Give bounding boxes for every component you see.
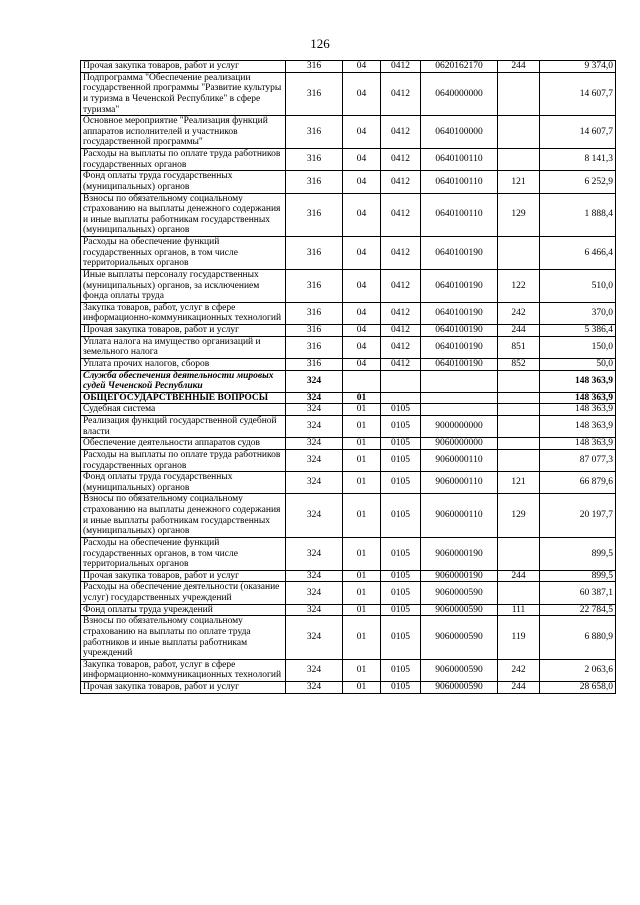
- cell-amount: 2 063,6: [540, 659, 616, 681]
- cell-subsection: 0105: [381, 404, 421, 416]
- cell-section: 04: [343, 302, 381, 324]
- cell-expense-type: 121: [498, 171, 540, 193]
- table-row: [81, 616, 616, 660]
- cell-expense-type: 111: [498, 604, 540, 616]
- table-row: [81, 392, 616, 404]
- cell-amount: 9 374,0: [540, 61, 616, 73]
- cell-ministry-code: 324: [286, 494, 343, 538]
- cell-section: 01: [343, 472, 381, 494]
- table-row: [81, 494, 616, 538]
- table-row: [81, 171, 616, 193]
- cell-expense-type: 122: [498, 269, 540, 302]
- cell-expense-type: [498, 449, 540, 471]
- cell-target-article: 0640100190: [421, 237, 498, 270]
- cell-expense-type: 242: [498, 302, 540, 324]
- table-row: [81, 537, 616, 570]
- cell-target-article: 9060000110: [421, 494, 498, 538]
- cell-amount: 20 197,7: [540, 494, 616, 538]
- cell-target-article: [421, 370, 498, 392]
- cell-section: 01: [343, 659, 381, 681]
- cell-section: 01: [343, 604, 381, 616]
- cell-name: Фонд оплаты труда учреждений: [81, 604, 286, 616]
- cell-expense-type: [498, 149, 540, 171]
- table-row: [81, 682, 616, 694]
- cell-target-article: 9060000000: [421, 438, 498, 450]
- table-row: [81, 472, 616, 494]
- cell-subsection: 0412: [381, 116, 421, 149]
- cell-ministry-code: 316: [286, 269, 343, 302]
- cell-name: Расходы на выплаты по оплате труда работников государственных органов: [81, 149, 286, 171]
- cell-amount: 14 607,7: [540, 116, 616, 149]
- cell-section: 01: [343, 438, 381, 450]
- table-row: [81, 72, 616, 116]
- table-row: [81, 237, 616, 270]
- cell-section: 04: [343, 116, 381, 149]
- cell-ministry-code: 316: [286, 61, 343, 73]
- cell-expense-type: [498, 404, 540, 416]
- cell-amount: 370,0: [540, 302, 616, 324]
- table-row: [81, 116, 616, 149]
- cell-section: 01: [343, 616, 381, 660]
- cell-amount: 87 077,3: [540, 449, 616, 471]
- cell-subsection: [381, 392, 421, 404]
- cell-name: Уплата прочих налогов, сборов: [81, 358, 286, 370]
- cell-subsection: 0412: [381, 269, 421, 302]
- cell-amount: 148 363,9: [540, 392, 616, 404]
- cell-subsection: 0105: [381, 416, 421, 438]
- cell-target-article: 9000000000: [421, 416, 498, 438]
- cell-subsection: 0105: [381, 682, 421, 694]
- cell-ministry-code: 324: [286, 537, 343, 570]
- cell-subsection: 0105: [381, 570, 421, 582]
- cell-name: Основное мероприятие "Реализация функций аппаратов исполнителей и участников государственной программы": [81, 116, 286, 149]
- cell-name: Прочая закупка товаров, работ и услуг: [81, 61, 286, 73]
- cell-section: 04: [343, 149, 381, 171]
- table-row: [81, 370, 616, 392]
- cell-ministry-code: 324: [286, 570, 343, 582]
- cell-target-article: [421, 404, 498, 416]
- cell-name: Расходы на выплаты по оплате труда работников государственных органов: [81, 449, 286, 471]
- cell-name: Взносы по обязательному социальному страхованию на выплаты денежного содержания и иные выплаты работникам государственных (муниципальных) органов: [81, 193, 286, 237]
- cell-target-article: 9060000110: [421, 472, 498, 494]
- cell-expense-type: [498, 72, 540, 116]
- cell-ministry-code: 316: [286, 72, 343, 116]
- cell-name: Фонд оплаты труда государственных (муниципальных) органов: [81, 472, 286, 494]
- cell-target-article: 9060000590: [421, 616, 498, 660]
- cell-ministry-code: 324: [286, 604, 343, 616]
- cell-subsection: 0412: [381, 61, 421, 73]
- cell-amount: 899,5: [540, 537, 616, 570]
- cell-section: 04: [343, 193, 381, 237]
- cell-amount: 510,0: [540, 269, 616, 302]
- cell-section: 01: [343, 404, 381, 416]
- cell-amount: 148 363,9: [540, 438, 616, 450]
- cell-subsection: 0412: [381, 302, 421, 324]
- cell-amount: 148 363,9: [540, 370, 616, 392]
- cell-amount: 150,0: [540, 336, 616, 358]
- cell-expense-type: 852: [498, 358, 540, 370]
- cell-expense-type: [498, 116, 540, 149]
- cell-name: Служба обеспечения деятельности мировых судей Чеченской Республики: [81, 370, 286, 392]
- cell-name: Уплата налога на имущество организаций и земельного налога: [81, 336, 286, 358]
- cell-name: Прочая закупка товаров, работ и услуг: [81, 570, 286, 582]
- cell-amount: 148 363,9: [540, 416, 616, 438]
- cell-expense-type: 851: [498, 336, 540, 358]
- cell-section: [343, 370, 381, 392]
- cell-ministry-code: 316: [286, 336, 343, 358]
- cell-target-article: 9060000590: [421, 682, 498, 694]
- cell-ministry-code: 316: [286, 358, 343, 370]
- cell-expense-type: 244: [498, 570, 540, 582]
- cell-expense-type: 244: [498, 682, 540, 694]
- cell-target-article: 0640000000: [421, 72, 498, 116]
- cell-amount: 5 386,4: [540, 325, 616, 337]
- cell-section: 04: [343, 325, 381, 337]
- cell-target-article: 0640100110: [421, 171, 498, 193]
- table-row: [81, 438, 616, 450]
- cell-name: Судебная система: [81, 404, 286, 416]
- table-row: [81, 404, 616, 416]
- table-row: [81, 449, 616, 471]
- cell-ministry-code: 324: [286, 404, 343, 416]
- cell-subsection: [381, 370, 421, 392]
- cell-ministry-code: 316: [286, 149, 343, 171]
- cell-expense-type: 121: [498, 472, 540, 494]
- cell-target-article: 9060000590: [421, 582, 498, 604]
- cell-expense-type: [498, 438, 540, 450]
- cell-expense-type: [498, 582, 540, 604]
- cell-name: Взносы по обязательному социальному страхованию на выплаты денежного содержания и иные выплаты работникам государственных (муниципальных) органов: [81, 494, 286, 538]
- cell-target-article: 0640100190: [421, 269, 498, 302]
- cell-expense-type: 119: [498, 616, 540, 660]
- cell-name: Прочая закупка товаров, работ и услуг: [81, 325, 286, 337]
- cell-target-article: 9060000190: [421, 537, 498, 570]
- budget-table-body: [81, 61, 616, 694]
- cell-subsection: 0412: [381, 336, 421, 358]
- cell-amount: 14 607,7: [540, 72, 616, 116]
- cell-target-article: 9060000190: [421, 570, 498, 582]
- cell-amount: 1 888,4: [540, 193, 616, 237]
- cell-name: Фонд оплаты труда государственных (муниципальных) органов: [81, 171, 286, 193]
- cell-expense-type: [498, 537, 540, 570]
- cell-subsection: 0105: [381, 582, 421, 604]
- cell-section: 04: [343, 171, 381, 193]
- cell-expense-type: 242: [498, 659, 540, 681]
- table-row: [81, 582, 616, 604]
- cell-section: 04: [343, 72, 381, 116]
- cell-ministry-code: 324: [286, 449, 343, 471]
- table-row: [81, 269, 616, 302]
- cell-section: 04: [343, 61, 381, 73]
- cell-section: 04: [343, 269, 381, 302]
- cell-subsection: 0105: [381, 537, 421, 570]
- cell-ministry-code: 324: [286, 682, 343, 694]
- cell-name: Расходы на обеспечение деятельности (оказание услуг) государственных учреждений: [81, 582, 286, 604]
- cell-amount: 60 387,1: [540, 582, 616, 604]
- cell-expense-type: [498, 416, 540, 438]
- cell-amount: 28 658,0: [540, 682, 616, 694]
- cell-section: 01: [343, 582, 381, 604]
- table-row: [81, 416, 616, 438]
- cell-target-article: 9060000110: [421, 449, 498, 471]
- cell-name: Прочая закупка товаров, работ и услуг: [81, 682, 286, 694]
- cell-ministry-code: 316: [286, 325, 343, 337]
- cell-subsection: 0105: [381, 494, 421, 538]
- cell-subsection: 0412: [381, 237, 421, 270]
- cell-amount: 50,0: [540, 358, 616, 370]
- cell-amount: 8 141,3: [540, 149, 616, 171]
- cell-ministry-code: 324: [286, 416, 343, 438]
- cell-target-article: 0640100190: [421, 358, 498, 370]
- cell-section: 04: [343, 336, 381, 358]
- cell-ministry-code: 324: [286, 438, 343, 450]
- cell-target-article: 0640100110: [421, 149, 498, 171]
- cell-ministry-code: 316: [286, 302, 343, 324]
- cell-section: 01: [343, 682, 381, 694]
- budget-table: [80, 60, 616, 694]
- cell-subsection: 0412: [381, 149, 421, 171]
- cell-section: 01: [343, 392, 381, 404]
- cell-subsection: 0412: [381, 171, 421, 193]
- cell-subsection: 0412: [381, 325, 421, 337]
- cell-name: Закупка товаров, работ, услуг в сфере информационно-коммуникационных технологий: [81, 659, 286, 681]
- cell-expense-type: [498, 237, 540, 270]
- table-row: [81, 336, 616, 358]
- cell-subsection: 0105: [381, 438, 421, 450]
- cell-expense-type: [498, 392, 540, 404]
- cell-name: ОБЩЕГОСУДАРСТВЕННЫЕ ВОПРОСЫ: [81, 392, 286, 404]
- table-row: [81, 149, 616, 171]
- cell-ministry-code: 316: [286, 116, 343, 149]
- table-row: [81, 604, 616, 616]
- cell-section: 01: [343, 537, 381, 570]
- cell-ministry-code: 324: [286, 616, 343, 660]
- cell-section: 01: [343, 449, 381, 471]
- cell-section: 01: [343, 570, 381, 582]
- cell-name: Закупка товаров, работ, услуг в сфере информационно-коммуникационных технологий: [81, 302, 286, 324]
- cell-expense-type: 244: [498, 61, 540, 73]
- cell-name: Подпрограмма "Обеспечение реализации государственной программы "Развитие культуры и туризма в Чеченской Республике" в сфере туризма": [81, 72, 286, 116]
- cell-subsection: 0105: [381, 659, 421, 681]
- cell-section: 01: [343, 416, 381, 438]
- page-number: 126: [310, 36, 330, 51]
- cell-name: Реализация функций государственной судебной власти: [81, 416, 286, 438]
- table-row: [81, 358, 616, 370]
- cell-target-article: 0640100000: [421, 116, 498, 149]
- cell-amount: 148 363,9: [540, 404, 616, 416]
- cell-section: 01: [343, 494, 381, 538]
- cell-target-article: 9060000590: [421, 659, 498, 681]
- cell-target-article: 9060000590: [421, 604, 498, 616]
- cell-ministry-code: 316: [286, 171, 343, 193]
- cell-target-article: 0640100190: [421, 336, 498, 358]
- cell-subsection: 0105: [381, 449, 421, 471]
- cell-target-article: 0640100190: [421, 325, 498, 337]
- cell-ministry-code: 324: [286, 392, 343, 404]
- cell-subsection: 0105: [381, 616, 421, 660]
- cell-expense-type: 244: [498, 325, 540, 337]
- cell-name: Расходы на обеспечение функций государственных органов, в том числе территориальных органов: [81, 237, 286, 270]
- cell-amount: 899,5: [540, 570, 616, 582]
- cell-ministry-code: 324: [286, 582, 343, 604]
- cell-name: Расходы на обеспечение функций государственных органов, в том числе территориальных органов: [81, 537, 286, 570]
- cell-subsection: 0105: [381, 472, 421, 494]
- cell-name: Взносы по обязательному социальному страхованию на выплаты по оплате труда работников и иные выплаты работникам учреждений: [81, 616, 286, 660]
- table-row: [81, 193, 616, 237]
- table-row: [81, 302, 616, 324]
- cell-ministry-code: 316: [286, 237, 343, 270]
- cell-target-article: 0640100110: [421, 193, 498, 237]
- cell-expense-type: 129: [498, 494, 540, 538]
- cell-target-article: 0640100190: [421, 302, 498, 324]
- cell-expense-type: 129: [498, 193, 540, 237]
- cell-ministry-code: 324: [286, 472, 343, 494]
- cell-ministry-code: 324: [286, 370, 343, 392]
- cell-subsection: 0412: [381, 72, 421, 116]
- cell-subsection: 0105: [381, 604, 421, 616]
- cell-name: Обеспечение деятельности аппаратов судов: [81, 438, 286, 450]
- cell-target-article: [421, 392, 498, 404]
- cell-amount: 6 252,9: [540, 171, 616, 193]
- cell-subsection: 0412: [381, 193, 421, 237]
- table-row: [81, 570, 616, 582]
- cell-amount: 22 784,5: [540, 604, 616, 616]
- cell-subsection: 0412: [381, 358, 421, 370]
- cell-amount: 6 466,4: [540, 237, 616, 270]
- cell-amount: 66 879,6: [540, 472, 616, 494]
- cell-ministry-code: 324: [286, 659, 343, 681]
- cell-section: 04: [343, 237, 381, 270]
- table-row: [81, 325, 616, 337]
- table-row: [81, 659, 616, 681]
- table-row: [81, 61, 616, 73]
- cell-ministry-code: 316: [286, 193, 343, 237]
- cell-section: 04: [343, 358, 381, 370]
- cell-expense-type: [498, 370, 540, 392]
- cell-amount: 6 880,9: [540, 616, 616, 660]
- cell-target-article: 0620162170: [421, 61, 498, 73]
- cell-name: Иные выплаты персоналу государственных (муниципальных) органов, за исключением фонда оплаты труда: [81, 269, 286, 302]
